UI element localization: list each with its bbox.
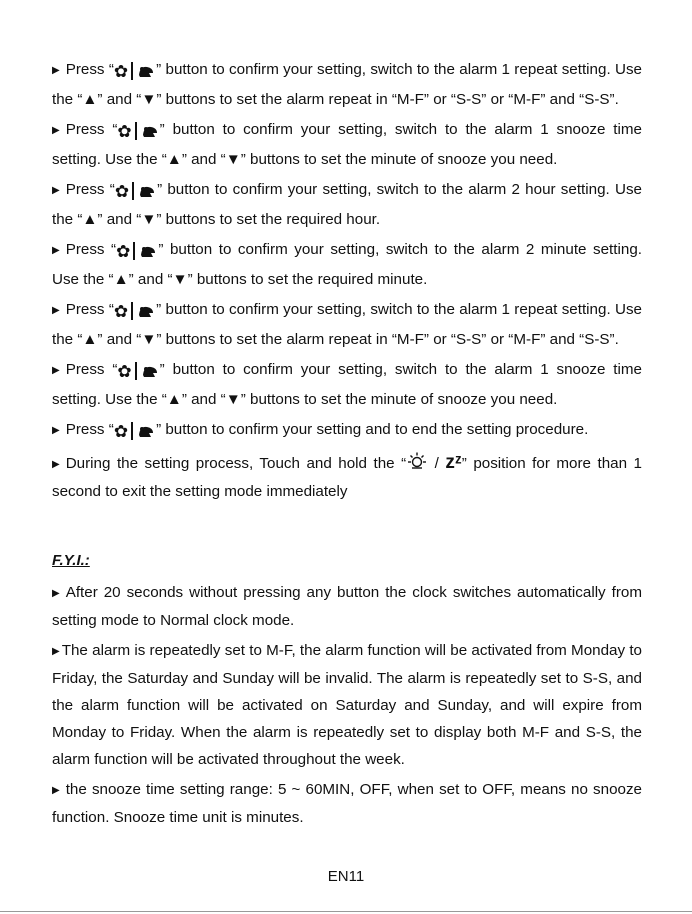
step-2 xyxy=(52,116,642,173)
step-4 xyxy=(52,236,642,293)
step-during xyxy=(52,449,642,505)
triangle-bullet-icon: ▶ xyxy=(52,65,60,76)
step-6 xyxy=(52,356,642,413)
separator-icon xyxy=(135,362,137,380)
step-text-pre: Press “ xyxy=(65,121,118,138)
sleep-icon xyxy=(140,123,160,139)
separator-icon xyxy=(132,182,134,200)
fyi-text: After 20 seconds without pressing any button the clock switches automatically from setting mode to Normal clock mode. xyxy=(52,584,642,629)
step-text-pre: Press “ xyxy=(65,241,117,258)
step-3 xyxy=(52,176,642,233)
gear-icon: ✿ xyxy=(114,182,130,201)
sun-icon xyxy=(406,452,428,472)
sleep-icon xyxy=(136,63,156,79)
triangle-bullet-icon: ▶ xyxy=(52,305,60,316)
step-1 xyxy=(52,56,642,113)
fyi-text: The alarm is repeatedly set to M-F, the alarm function will be activated from Monday to Friday, the Saturday and Sunday will be invalid. The alarm is repeatedly set to S-S, and the alarm function will be activated on Saturday and Sunday, and will expire from Monday to Friday. When the alarm is repeatedly set to display both M-F and S-S, the alarm function will be activated throughout the week. xyxy=(52,642,642,768)
triangle-bullet-icon: ▶ xyxy=(52,646,60,657)
fyi-item-2 xyxy=(52,637,642,773)
triangle-bullet-icon: ▶ xyxy=(52,785,60,796)
triangle-bullet-icon: ▶ xyxy=(52,425,60,436)
triangle-bullet-icon: ▶ xyxy=(52,459,60,470)
step-7 xyxy=(52,416,642,446)
separator-icon xyxy=(135,122,137,140)
step-text-post: ” button to confirm your setting, switch to the alarm 2 hour setting. Use the “▲” and “▼” buttons to set the required hour. xyxy=(52,181,642,228)
gear-icon: ✿ xyxy=(113,302,129,321)
during-text-post: ” position for more than 1 second to exit the setting mode immediately xyxy=(52,455,642,500)
separator-icon xyxy=(133,242,135,260)
settings-sleep-button-icon xyxy=(115,178,157,206)
sleep-icon xyxy=(138,243,158,259)
gear-icon: ✿ xyxy=(113,422,129,441)
settings-sleep-button-icon xyxy=(116,238,158,266)
settings-sleep-button-icon xyxy=(114,418,156,446)
gear-icon: ✿ xyxy=(117,122,132,141)
separator-icon xyxy=(131,302,133,320)
separator-icon xyxy=(131,62,133,80)
step-text-pre: Press “ xyxy=(65,61,114,78)
triangle-bullet-icon: ▶ xyxy=(52,185,60,196)
step-5 xyxy=(52,296,642,353)
step-text-post: ” button to confirm your setting, switch to the alarm 1 snooze time setting. Use the “▲” and “▼” buttons to set the minute of snooze you need. xyxy=(52,121,642,168)
settings-sleep-button-icon xyxy=(117,358,159,386)
triangle-bullet-icon: ▶ xyxy=(52,365,60,376)
settings-sleep-button-icon xyxy=(114,58,156,86)
during-text-pre: During the setting process, Touch and hold the “ xyxy=(65,455,407,472)
gear-icon: ✿ xyxy=(117,362,132,381)
snooze-zz-icon: zᶻ xyxy=(445,452,462,473)
triangle-bullet-icon: ▶ xyxy=(52,588,60,599)
step-text-post: ” button to confirm your setting, switch to the alarm 1 repeat setting. Use the “▲” and “▼” buttons to set the alarm repeat in “M-F” or “S-S” or “M-F” and “S-S”. xyxy=(52,301,642,348)
step-text-post: ” button to confirm your setting, switch to the alarm 2 minute setting. Use the “▲” and “▼” buttons to set the required minute. xyxy=(52,241,642,288)
sleep-icon xyxy=(140,363,160,379)
page-bottom-divider xyxy=(0,911,692,912)
fyi-item-1 xyxy=(52,579,642,634)
page-number: EN11 xyxy=(327,868,365,885)
step-text-pre: Press “ xyxy=(65,181,115,198)
triangle-bullet-icon: ▶ xyxy=(52,245,60,256)
step-text-post: ” button to confirm your setting and to end the setting procedure. xyxy=(156,421,589,438)
triangle-bullet-icon: ▶ xyxy=(52,125,60,136)
settings-sleep-button-icon xyxy=(117,118,159,146)
fyi-heading: F.Y.I.: xyxy=(52,552,90,569)
fyi-text: the snooze time setting range: 5 ~ 60MIN, OFF, when set to OFF, means no snooze function. Snooze time unit is minutes. xyxy=(52,781,642,826)
icon-separator: / xyxy=(428,455,446,472)
sleep-icon xyxy=(137,183,157,199)
step-text-pre: Press “ xyxy=(65,361,118,378)
sleep-icon xyxy=(136,423,156,439)
step-text-post: ” button to confirm your setting, switch to the alarm 1 repeat setting. Use the “▲” and “▼” buttons to set the alarm repeat in “M-F” or “S-S” or “M-F” and “S-S”. xyxy=(52,61,642,108)
separator-icon xyxy=(131,422,133,440)
gear-icon: ✿ xyxy=(116,242,131,261)
settings-sleep-button-icon xyxy=(114,298,156,326)
step-text-post: ” button to confirm your setting, switch to the alarm 1 snooze time setting. Use the “▲” and “▼” buttons to set the minute of snooze you need. xyxy=(52,361,642,408)
step-text-pre: Press “ xyxy=(65,301,114,318)
manual-page xyxy=(52,56,642,834)
gear-icon: ✿ xyxy=(113,62,129,81)
step-text-pre: Press “ xyxy=(65,421,114,438)
fyi-item-3 xyxy=(52,776,642,831)
sleep-icon xyxy=(136,303,156,319)
